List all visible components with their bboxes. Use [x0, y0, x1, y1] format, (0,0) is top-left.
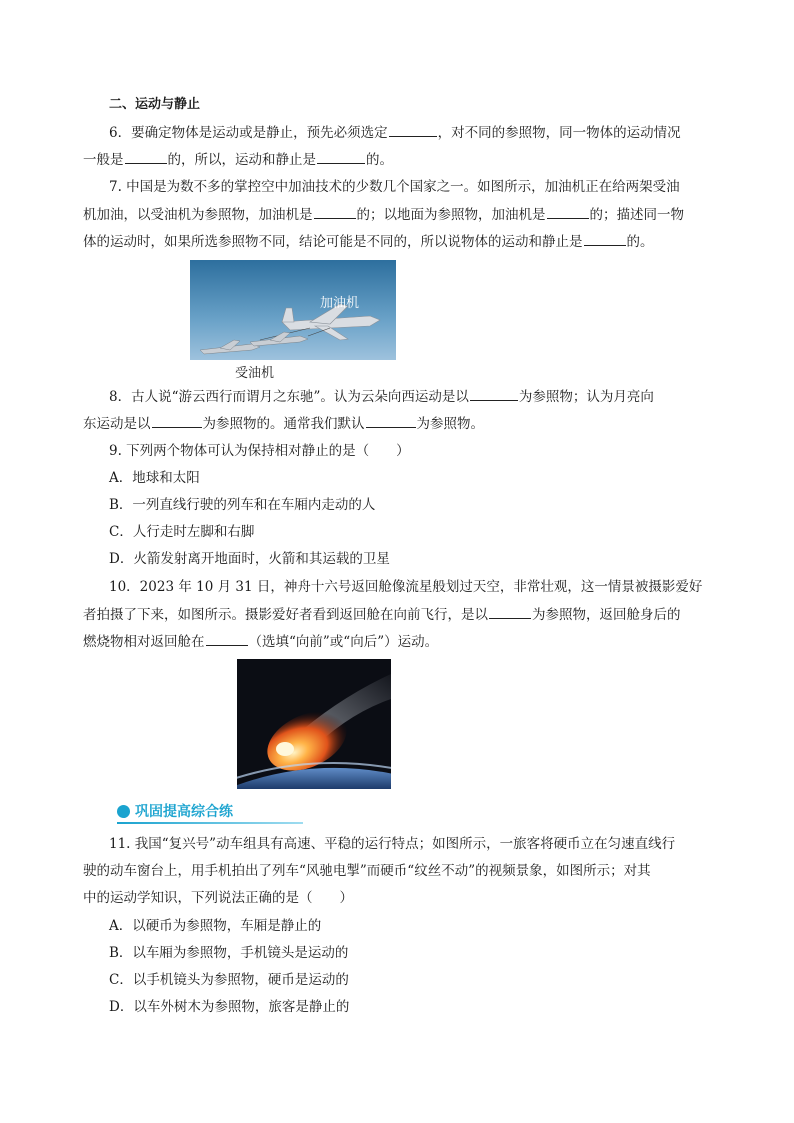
section-title: 二、运动与静止 — [109, 97, 201, 112]
q9-option-d: D．火箭发射离开地面时，火箭和其运载的卫星 — [109, 551, 390, 567]
q8-line1 — [109, 386, 654, 407]
q7-line3 — [83, 231, 654, 252]
q6-line2 — [83, 149, 393, 170]
q7-line1: 7. 中国是为数不多的掌控空中加油技术的少数几个国家之一。如图所示，加油机正在给两架受油 — [109, 179, 680, 195]
q10-text: 燃烧物相对返回舱在 — [83, 634, 205, 650]
answer-blank — [366, 413, 416, 428]
q7-text: 机加油，以受油机为参照物，加油机是 — [83, 207, 313, 223]
reentry-illustration — [237, 659, 391, 789]
q6-text: 6．要确定物体是运动或是静止，预先必须选定 — [109, 125, 388, 141]
answer-blank — [125, 149, 167, 164]
q9-option-b: B．一列直线行驶的列车和在车厢内走动的人 — [109, 497, 376, 513]
q11-option-d: D．以车外树木为参照物，旅客是静止的 — [109, 999, 350, 1015]
refueling-illustration — [190, 260, 396, 360]
q7-text: 的。 — [626, 234, 654, 250]
q6-text: 的，所以，运动和静止是 — [167, 152, 316, 168]
q7-line2 — [83, 204, 684, 225]
answer-blank — [489, 604, 531, 619]
bullet-icon — [117, 805, 130, 818]
q10-text: （选填“向前”或“向后”）运动。 — [248, 634, 439, 650]
q9-option-c: C．人行走时左脚和右脚 — [109, 524, 255, 540]
q11-line1: 11. 我国“复兴号”动车组具有高速、平稳的运行特点；如图所示，一旅客将硬币立在匀速直线行 — [109, 836, 676, 852]
q10-text: 者拍摄了下来，如图所示。摄影爱好者看到返回舱在向前飞行，是以 — [83, 607, 488, 623]
q7-text: 体的运动时，如果所选参照物不同，结论可能是不同的，所以说物体的运动和静止是 — [83, 234, 583, 250]
q6-text: 的。 — [366, 152, 393, 168]
answer-blank — [584, 231, 626, 246]
answer-blank — [389, 122, 437, 137]
answer-blank — [317, 149, 365, 164]
tanker-label: 加油机 — [320, 296, 360, 311]
q10-text: 为参照物，返回舱身后的 — [532, 607, 681, 623]
q8-text: 8．古人说“游云西行而谓月之东驰”。认为云朵向西运动是以 — [109, 389, 469, 405]
answer-blank — [547, 204, 589, 219]
q9-option-a: A．地球和太阳 — [109, 470, 200, 486]
q11-option-a: A．以硬币为参照物，车厢是静止的 — [109, 918, 322, 934]
q11-line3: 中的运动学知识，下列说法正确的是（ ） — [83, 890, 353, 906]
q9-stem: 9. 下列两个物体可认为保持相对静止的是（ ） — [109, 443, 410, 459]
q6-text: ，对不同的参照物，同一物体的运动情况 — [437, 125, 681, 141]
refueling-photo — [190, 260, 396, 360]
answer-blank — [314, 204, 356, 219]
q7-text: 的；描述同一物 — [589, 207, 684, 223]
q6-line1 — [109, 122, 681, 143]
q8-text: 为参照物；认为月亮向 — [518, 389, 654, 405]
receiver-label: 受油机 — [235, 366, 275, 381]
q11-option-c: C．以手机镜头为参照物，硬币是运动的 — [109, 972, 349, 988]
answer-blank — [206, 631, 248, 646]
q8-text: 为参照物的。通常我们默认 — [202, 416, 365, 432]
heading-underline — [117, 822, 303, 824]
q10-line1: 10．2023 年 10 月 31 日，神舟十六号返回舱像流星般划过天空，非常壮观，这一情景被摄影爱好 — [109, 579, 703, 595]
q7-text: 的；以地面为参照物，加油机是 — [356, 207, 546, 223]
q8-text: 东运动是以 — [83, 416, 151, 432]
q6-text: 一般是 — [83, 152, 124, 168]
q11-line2: 驶的动车窗台上，用手机拍出了列车“风驰电掣”而硬币“纹丝不动”的视频景象，如图所示；对其 — [83, 863, 651, 879]
answer-blank — [470, 386, 518, 401]
answer-blank — [152, 413, 202, 428]
q11-option-b: B．以车厢为参照物，手机镜头是运动的 — [109, 945, 349, 961]
section-heading — [117, 800, 233, 822]
section-heading-label: 巩固提高综合练 — [135, 804, 233, 820]
q8-text: 为参照物。 — [416, 416, 484, 432]
q10-line3 — [83, 631, 438, 652]
reentry-photo — [237, 659, 391, 789]
q8-line2 — [83, 413, 484, 434]
q10-line2 — [83, 604, 681, 625]
